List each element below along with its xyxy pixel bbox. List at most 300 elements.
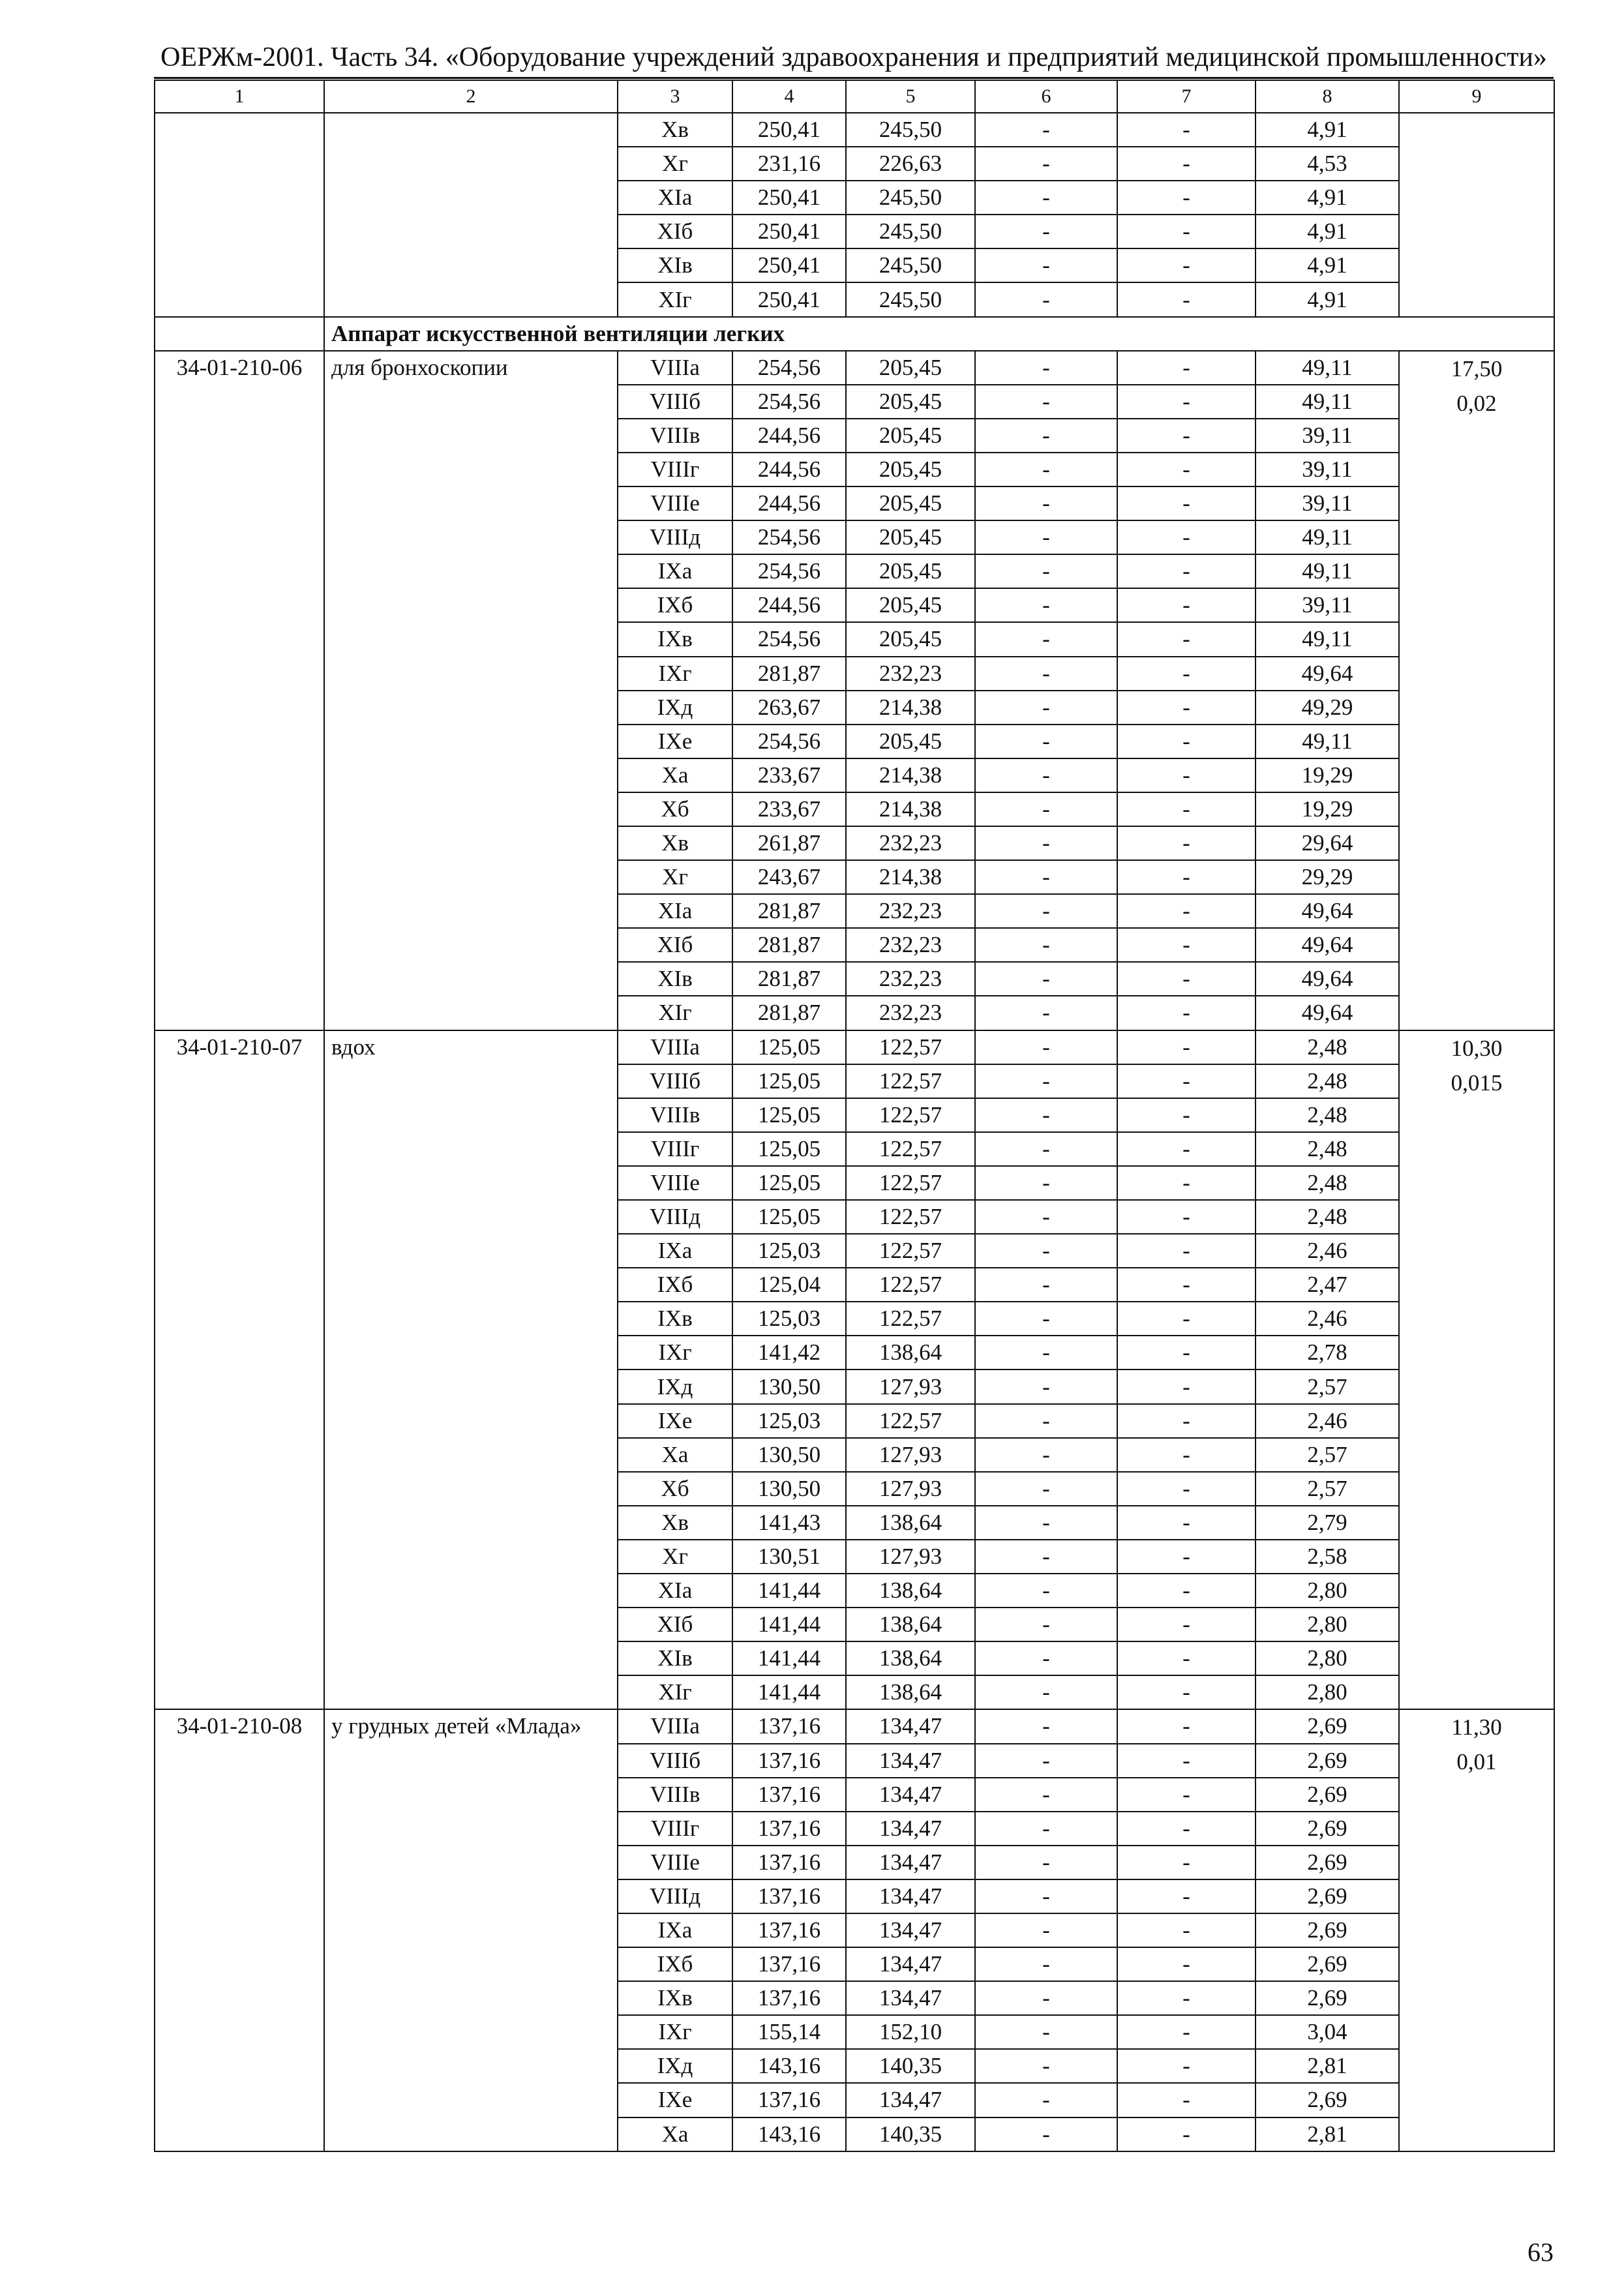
value-col5: 232,23 — [846, 894, 975, 928]
value-col8: 49,11 — [1256, 520, 1399, 554]
value-col5: 205,45 — [846, 554, 975, 588]
value-col6: - — [975, 181, 1117, 215]
value-col5: 122,57 — [846, 1200, 975, 1234]
index-cell: IXе — [618, 1404, 732, 1438]
value-col8: 2,46 — [1256, 1234, 1399, 1268]
value-col7: - — [1117, 1879, 1256, 1913]
value-col6: - — [975, 1675, 1117, 1709]
value-col5: 205,45 — [846, 622, 975, 656]
table-row — [155, 1709, 1554, 1743]
rates-table — [154, 80, 1555, 2152]
value-col8: 2,48 — [1256, 1030, 1399, 1064]
value-col6: - — [975, 1404, 1117, 1438]
value-col6: - — [975, 1608, 1117, 1641]
col9-values — [1399, 1709, 1554, 2151]
value-col6: - — [975, 1369, 1117, 1403]
value-col7: - — [1117, 1438, 1256, 1472]
value-col7: - — [1117, 1234, 1256, 1268]
column-number-row — [155, 80, 1554, 113]
value-col5: 232,23 — [846, 826, 975, 860]
value-col8: 49,64 — [1256, 894, 1399, 928]
index-cell: IXв — [618, 622, 732, 656]
col9-values — [1399, 113, 1554, 317]
value-col4: 137,16 — [732, 1879, 846, 1913]
item-name: для бронхоскопии — [324, 351, 618, 1030]
value-col5: 152,10 — [846, 2015, 975, 2049]
value-col4: 137,16 — [732, 1947, 846, 1981]
value-col6: - — [975, 1709, 1117, 1743]
value-col5: 122,57 — [846, 1132, 975, 1166]
index-cell: Хб — [618, 1472, 732, 1506]
value-col4: 125,05 — [732, 1200, 846, 1234]
value-col5: 134,47 — [846, 1744, 975, 1778]
col9-values — [1399, 351, 1554, 1030]
value-col7: - — [1117, 2083, 1256, 2117]
value-col4: 233,67 — [732, 792, 846, 826]
index-cell: Ха — [618, 758, 732, 792]
value-col6: - — [975, 2117, 1117, 2151]
value-col6: - — [975, 826, 1117, 860]
value-col8: 2,48 — [1256, 1064, 1399, 1098]
value-col5: 127,93 — [846, 1472, 975, 1506]
index-cell: IXа — [618, 1234, 732, 1268]
value-col7: - — [1117, 248, 1256, 282]
index-cell: XIг — [618, 996, 732, 1030]
index-cell: XIа — [618, 894, 732, 928]
value-col8: 2,57 — [1256, 1369, 1399, 1403]
value-col7: - — [1117, 1064, 1256, 1098]
index-cell: IXг — [618, 657, 732, 691]
value-col6: - — [975, 2015, 1117, 2049]
value-col8: 2,46 — [1256, 1404, 1399, 1438]
value-col5: 122,57 — [846, 1302, 975, 1336]
index-cell: IXа — [618, 1913, 732, 1947]
value-col4: 137,16 — [732, 1913, 846, 1947]
value-col7: - — [1117, 554, 1256, 588]
value-col5: 140,35 — [846, 2049, 975, 2083]
value-col7: - — [1117, 486, 1256, 520]
value-col6: - — [975, 725, 1117, 758]
rate-code: 34-01-210-06 — [155, 351, 324, 1030]
value-col5: 138,64 — [846, 1506, 975, 1540]
value-col5: 134,47 — [846, 1778, 975, 1812]
value-col4: 137,16 — [732, 1744, 846, 1778]
value-col6: - — [975, 2049, 1117, 2083]
value-col5: 122,57 — [846, 1234, 975, 1268]
value-col5: 134,47 — [846, 1879, 975, 1913]
index-cell: VIIIв — [618, 1098, 732, 1132]
value-col7: - — [1117, 1947, 1256, 1981]
value-col7: - — [1117, 996, 1256, 1030]
value-col5: 205,45 — [846, 588, 975, 622]
value-col4: 250,41 — [732, 282, 846, 316]
value-col5: 134,47 — [846, 1981, 975, 2015]
value-col4: 141,43 — [732, 1506, 846, 1540]
index-cell: Хв — [618, 826, 732, 860]
index-cell: XIг — [618, 282, 732, 316]
value-col4: 254,56 — [732, 520, 846, 554]
index-cell: VIIIд — [618, 1879, 732, 1913]
value-col8: 2,48 — [1256, 1098, 1399, 1132]
index-cell: Хг — [618, 860, 732, 894]
index-cell: Хг — [618, 147, 732, 181]
value-col7: - — [1117, 691, 1256, 725]
value-col4: 125,05 — [732, 1132, 846, 1166]
value-col6: - — [975, 1981, 1117, 2015]
value-col7: - — [1117, 181, 1256, 215]
value-col4: 125,04 — [732, 1268, 846, 1302]
value-col6: - — [975, 113, 1117, 147]
value-col8: 2,69 — [1256, 1981, 1399, 2015]
value-col7: - — [1117, 1369, 1256, 1403]
column-number-3: 3 — [618, 80, 732, 113]
section-row — [155, 317, 1554, 351]
value-col8: 2,80 — [1256, 1641, 1399, 1675]
value-col7: - — [1117, 622, 1256, 656]
index-cell: XIб — [618, 1608, 732, 1641]
value-col6: - — [975, 691, 1117, 725]
value-col8: 2,69 — [1256, 1947, 1399, 1981]
value-col6: - — [975, 554, 1117, 588]
value-col8: 49,64 — [1256, 657, 1399, 691]
item-name: вдох — [324, 1030, 618, 1710]
value-col5: 134,47 — [846, 1709, 975, 1743]
value-col8: 4,91 — [1256, 113, 1399, 147]
value-col6: - — [975, 1574, 1117, 1608]
section-blank-cell — [155, 317, 324, 351]
value-col7: - — [1117, 792, 1256, 826]
value-col4: 125,05 — [732, 1030, 846, 1064]
value-col7: - — [1117, 1709, 1256, 1743]
index-cell: VIIIв — [618, 1778, 732, 1812]
column-number-8: 8 — [1256, 80, 1399, 113]
value-col5: 138,64 — [846, 1675, 975, 1709]
value-col6: - — [975, 860, 1117, 894]
value-col7: - — [1117, 894, 1256, 928]
value-col8: 2,79 — [1256, 1506, 1399, 1540]
value-col8: 49,11 — [1256, 622, 1399, 656]
value-col8: 2,69 — [1256, 1812, 1399, 1846]
column-number-4: 4 — [732, 80, 846, 113]
value-col4: 125,05 — [732, 1098, 846, 1132]
value-col8: 2,69 — [1256, 1879, 1399, 1913]
index-cell: XIб — [618, 928, 732, 962]
index-cell: IXв — [618, 1302, 732, 1336]
value-col8: 2,69 — [1256, 1846, 1399, 1879]
value-col5: 122,57 — [846, 1064, 975, 1098]
value-col6: - — [975, 996, 1117, 1030]
index-cell: VIIIа — [618, 1030, 732, 1064]
value-col7: - — [1117, 113, 1256, 147]
value-col6: - — [975, 453, 1117, 486]
index-cell: VIIIа — [618, 1709, 732, 1743]
column-number-5: 5 — [846, 80, 975, 113]
page-header: ОЕРЖм-2001. Часть 34. «Оборудование учреждений здравоохранения и предприятий медицинской промышленности» — [154, 38, 1554, 79]
value-col7: - — [1117, 1641, 1256, 1675]
index-cell: VIIIб — [618, 385, 732, 419]
col9-value: 0,01 — [1456, 1749, 1497, 1775]
value-col8: 49,29 — [1256, 691, 1399, 725]
value-col8: 2,58 — [1256, 1540, 1399, 1574]
value-col5: 205,45 — [846, 520, 975, 554]
value-col5: 245,50 — [846, 113, 975, 147]
value-col5: 245,50 — [846, 282, 975, 316]
value-col6: - — [975, 1540, 1117, 1574]
index-cell: Ха — [618, 2117, 732, 2151]
value-col4: 141,44 — [732, 1641, 846, 1675]
value-col6: - — [975, 351, 1117, 385]
value-col4: 143,16 — [732, 2049, 846, 2083]
index-cell: Хв — [618, 113, 732, 147]
item-name — [324, 113, 618, 317]
value-col4: 137,16 — [732, 1709, 846, 1743]
value-col7: - — [1117, 385, 1256, 419]
value-col8: 2,81 — [1256, 2049, 1399, 2083]
index-cell: VIIIд — [618, 1200, 732, 1234]
value-col4: 130,50 — [732, 1472, 846, 1506]
value-col5: 205,45 — [846, 419, 975, 453]
value-col7: - — [1117, 215, 1256, 248]
value-col5: 205,45 — [846, 351, 975, 385]
value-col6: - — [975, 588, 1117, 622]
value-col6: - — [975, 792, 1117, 826]
value-col4: 263,67 — [732, 691, 846, 725]
index-cell: XIа — [618, 1574, 732, 1608]
value-col7: - — [1117, 419, 1256, 453]
table-row — [155, 113, 1554, 147]
value-col6: - — [975, 486, 1117, 520]
value-col5: 138,64 — [846, 1641, 975, 1675]
value-col6: - — [975, 1166, 1117, 1200]
value-col4: 143,16 — [732, 2117, 846, 2151]
value-col7: - — [1117, 588, 1256, 622]
value-col8: 39,11 — [1256, 588, 1399, 622]
value-col7: - — [1117, 1472, 1256, 1506]
value-col4: 137,16 — [732, 1846, 846, 1879]
index-cell: VIIIб — [618, 1064, 732, 1098]
value-col4: 130,51 — [732, 1540, 846, 1574]
value-col4: 244,56 — [732, 588, 846, 622]
value-col6: - — [975, 1200, 1117, 1234]
value-col8: 4,53 — [1256, 147, 1399, 181]
value-col8: 49,11 — [1256, 725, 1399, 758]
value-col5: 122,57 — [846, 1404, 975, 1438]
column-number-2: 2 — [324, 80, 618, 113]
value-col8: 2,80 — [1256, 1675, 1399, 1709]
value-col4: 250,41 — [732, 248, 846, 282]
index-cell: IXг — [618, 2015, 732, 2049]
value-col4: 261,87 — [732, 826, 846, 860]
value-col6: - — [975, 2083, 1117, 2117]
value-col7: - — [1117, 1574, 1256, 1608]
value-col5: 140,35 — [846, 2117, 975, 2151]
value-col7: - — [1117, 928, 1256, 962]
value-col8: 29,29 — [1256, 860, 1399, 894]
value-col5: 245,50 — [846, 215, 975, 248]
value-col4: 125,03 — [732, 1302, 846, 1336]
value-col8: 49,64 — [1256, 962, 1399, 996]
value-col6: - — [975, 1064, 1117, 1098]
value-col6: - — [975, 1744, 1117, 1778]
index-cell: IXб — [618, 588, 732, 622]
value-col4: 244,56 — [732, 453, 846, 486]
value-col5: 232,23 — [846, 962, 975, 996]
value-col6: - — [975, 657, 1117, 691]
value-col5: 138,64 — [846, 1336, 975, 1369]
table-row — [155, 351, 1554, 385]
value-col4: 233,67 — [732, 758, 846, 792]
value-col7: - — [1117, 147, 1256, 181]
value-col4: 243,67 — [732, 860, 846, 894]
value-col7: - — [1117, 1981, 1256, 2015]
value-col7: - — [1117, 1812, 1256, 1846]
index-cell: XIа — [618, 181, 732, 215]
value-col8: 2,80 — [1256, 1608, 1399, 1641]
value-col4: 250,41 — [732, 113, 846, 147]
index-cell: IXв — [618, 1981, 732, 2015]
value-col4: 281,87 — [732, 962, 846, 996]
value-col7: - — [1117, 1166, 1256, 1200]
value-col4: 231,16 — [732, 147, 846, 181]
value-col4: 137,16 — [732, 1981, 846, 2015]
value-col4: 155,14 — [732, 2015, 846, 2049]
rate-code: 34-01-210-07 — [155, 1030, 324, 1710]
index-cell: VIIIе — [618, 1846, 732, 1879]
value-col5: 122,57 — [846, 1166, 975, 1200]
value-col7: - — [1117, 1913, 1256, 1947]
value-col8: 2,80 — [1256, 1574, 1399, 1608]
value-col5: 134,47 — [846, 1913, 975, 1947]
value-col7: - — [1117, 1030, 1256, 1064]
value-col6: - — [975, 248, 1117, 282]
value-col7: - — [1117, 1336, 1256, 1369]
value-col4: 244,56 — [732, 419, 846, 453]
table-row — [155, 1030, 1554, 1064]
value-col8: 2,47 — [1256, 1268, 1399, 1302]
value-col7: - — [1117, 282, 1256, 316]
value-col5: 232,23 — [846, 928, 975, 962]
value-col7: - — [1117, 1268, 1256, 1302]
value-col7: - — [1117, 962, 1256, 996]
value-col8: 39,11 — [1256, 486, 1399, 520]
value-col4: 254,56 — [732, 554, 846, 588]
value-col5: 127,93 — [846, 1438, 975, 1472]
value-col6: - — [975, 1030, 1117, 1064]
value-col4: 250,41 — [732, 181, 846, 215]
page-number: 63 — [1527, 2237, 1554, 2267]
value-col5: 214,38 — [846, 758, 975, 792]
value-col6: - — [975, 1472, 1117, 1506]
value-col6: - — [975, 622, 1117, 656]
index-cell: XIг — [618, 1675, 732, 1709]
value-col5: 122,57 — [846, 1030, 975, 1064]
value-col4: 141,42 — [732, 1336, 846, 1369]
value-col5: 226,63 — [846, 147, 975, 181]
value-col4: 125,03 — [732, 1404, 846, 1438]
value-col6: - — [975, 962, 1117, 996]
value-col7: - — [1117, 826, 1256, 860]
value-col5: 245,50 — [846, 248, 975, 282]
value-col6: - — [975, 147, 1117, 181]
value-col6: - — [975, 1302, 1117, 1336]
index-cell: VIIIв — [618, 419, 732, 453]
index-cell: XIв — [618, 1641, 732, 1675]
value-col6: - — [975, 1641, 1117, 1675]
value-col8: 2,46 — [1256, 1302, 1399, 1336]
value-col8: 39,11 — [1256, 419, 1399, 453]
value-col7: - — [1117, 725, 1256, 758]
index-cell: IXе — [618, 725, 732, 758]
value-col5: 134,47 — [846, 1947, 975, 1981]
index-cell: IXб — [618, 1947, 732, 1981]
value-col4: 281,87 — [732, 894, 846, 928]
value-col8: 4,91 — [1256, 181, 1399, 215]
value-col8: 4,91 — [1256, 282, 1399, 316]
value-col8: 2,48 — [1256, 1132, 1399, 1166]
value-col7: - — [1117, 1098, 1256, 1132]
value-col8: 4,91 — [1256, 248, 1399, 282]
value-col8: 2,78 — [1256, 1336, 1399, 1369]
value-col5: 134,47 — [846, 1846, 975, 1879]
section-title: Аппарат искусственной вентиляции легких — [324, 317, 1554, 351]
value-col7: - — [1117, 1744, 1256, 1778]
value-col4: 141,44 — [732, 1608, 846, 1641]
value-col4: 137,16 — [732, 2083, 846, 2117]
index-cell: VIIIе — [618, 1166, 732, 1200]
value-col6: - — [975, 928, 1117, 962]
value-col6: - — [975, 1846, 1117, 1879]
value-col4: 130,50 — [732, 1369, 846, 1403]
value-col6: - — [975, 1234, 1117, 1268]
value-col5: 134,47 — [846, 2083, 975, 2117]
value-col4: 125,03 — [732, 1234, 846, 1268]
index-cell: IXд — [618, 1369, 732, 1403]
value-col6: - — [975, 1336, 1117, 1369]
value-col8: 49,11 — [1256, 385, 1399, 419]
value-col6: - — [975, 1812, 1117, 1846]
value-col7: - — [1117, 520, 1256, 554]
index-cell: XIв — [618, 248, 732, 282]
value-col7: - — [1117, 758, 1256, 792]
index-cell: Хв — [618, 1506, 732, 1540]
column-number-7: 7 — [1117, 80, 1256, 113]
value-col6: - — [975, 1098, 1117, 1132]
value-col8: 4,91 — [1256, 215, 1399, 248]
index-cell: VIIIг — [618, 1812, 732, 1846]
value-col8: 2,69 — [1256, 1913, 1399, 1947]
value-col8: 2,57 — [1256, 1438, 1399, 1472]
index-cell: VIIIб — [618, 1744, 732, 1778]
index-cell: VIIIа — [618, 351, 732, 385]
col9-value: 17,50 — [1451, 355, 1503, 382]
value-col6: - — [975, 215, 1117, 248]
index-cell: IXд — [618, 2049, 732, 2083]
value-col7: - — [1117, 2117, 1256, 2151]
value-col4: 254,56 — [732, 622, 846, 656]
value-col7: - — [1117, 1846, 1256, 1879]
value-col7: - — [1117, 2015, 1256, 2049]
col9-value: 0,02 — [1456, 390, 1497, 416]
value-col4: 137,16 — [732, 1812, 846, 1846]
rate-code: 34-01-210-08 — [155, 1709, 324, 2151]
value-col8: 2,57 — [1256, 1472, 1399, 1506]
rate-code — [155, 113, 324, 317]
col9-value: 0,015 — [1451, 1070, 1503, 1096]
index-cell: IXг — [618, 1336, 732, 1369]
table-body — [155, 80, 1554, 2151]
value-col5: 205,45 — [846, 453, 975, 486]
value-col7: - — [1117, 351, 1256, 385]
